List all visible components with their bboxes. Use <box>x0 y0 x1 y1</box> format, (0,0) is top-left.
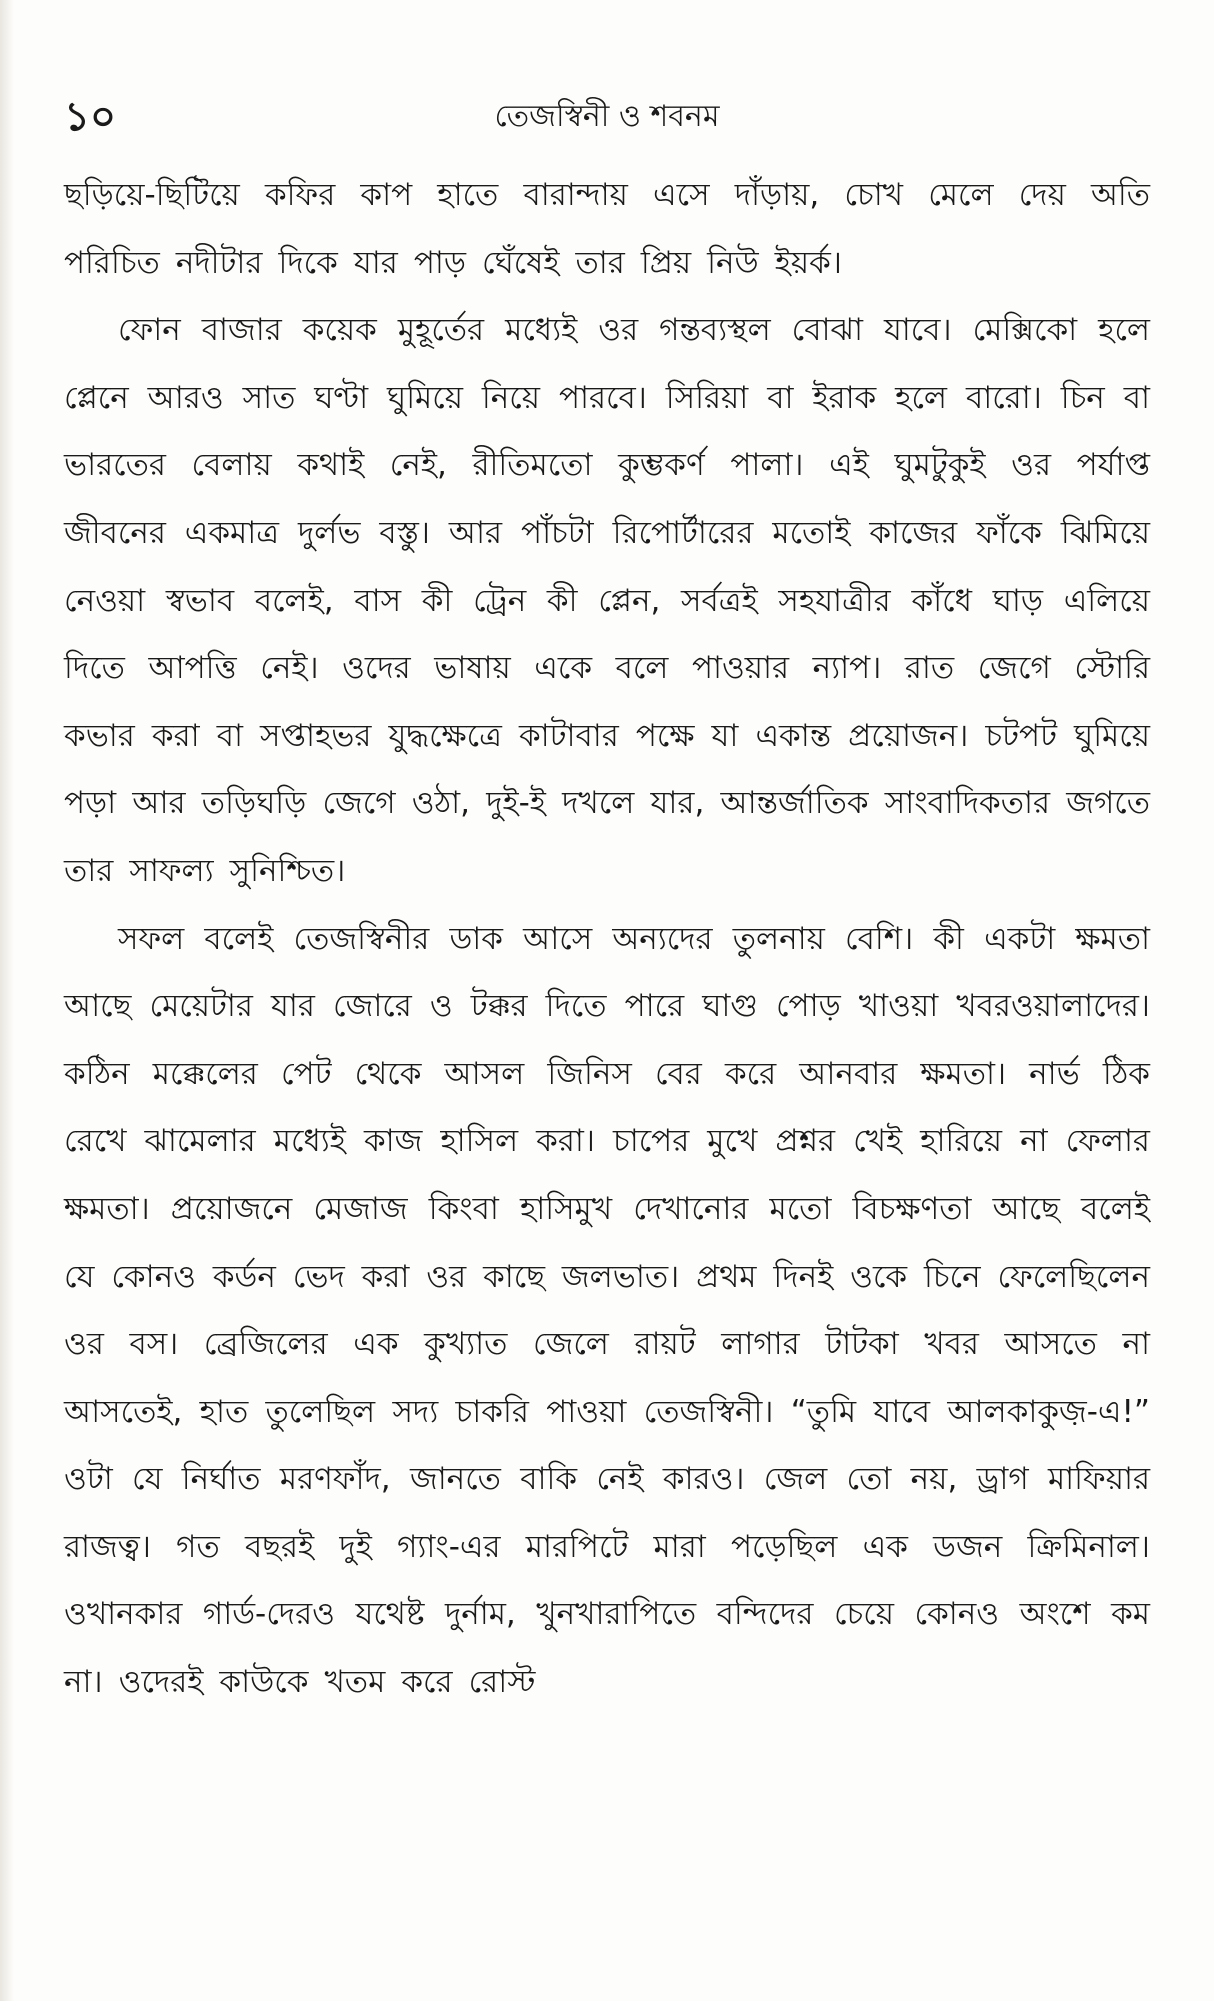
paragraph-1: ছড়িয়ে-ছিটিয়ে কফির কাপ হাতে বারান্দায় এসে দাঁড়ায়, চোখ মেলে দেয় অতি পরিচিত নদীটার দিকে যার পাড় ঘেঁষেই তার প্রিয় নিউ ইয়র্ক। <box>64 177 1150 281</box>
paragraph-2: ফোন বাজার কয়েক মুহূর্তের মধ্যেই ওর গন্তব্যস্থল বোঝা যাবে। মেক্সিকো হলে প্লেনে আরও সাত ঘণ্টা ঘুমিয়ে নিয়ে পারবে। সিরিয়া বা ইরাক হলে বারো। চিন বা ভারতের বেলায় কথাই নেই, রীতিমতো কুম্ভকর্ণ পালা। এই ঘুমটুকুই ওর পর্যাপ্ত জীবনের একমাত্র দুর্লভ বস্তু। আর পাঁচটা রিপোর্টারের মতোই কাজের ফাঁকে ঝিমিয়ে নেওয়া স্বভাব বলেই, বাস কী ট্রেন কী প্লেন, সর্বত্রই সহযাত্রীর কাঁধে ঘাড় এলিয়ে দিতে আপত্তি নেই। ওদের ভাষায় একে বলে পাওয়ার ন্যাপ। রাত জেগে স্টোরি কভার করা বা সপ্তাহভর যুদ্ধক্ষেত্রে কাটাবার পক্ষে যা একান্ত প্রয়োজন। চটপট ঘুমিয়ে পড়া আর তড়িঘড়ি জেগে ওঠা, দুই-ই দখলে যার, আন্তর্জাতিক সাংবাদিকতার জগতে তার সাফল্য সুনিশ্চিত। <box>64 312 1150 889</box>
body-text <box>64 162 1150 1717</box>
page-number: ১০ <box>64 94 116 140</box>
page-gutter-shadow <box>0 0 14 2001</box>
paragraph-3: সফল বলেই তেজস্বিনীর ডাক আসে অন্যদের তুলনায় বেশি। কী একটা ক্ষমতা আছে মেয়েটার যার জোরে ও টক্কর দিতে পারে ঘাগু পোড় খাওয়া খবরওয়ালাদের। কঠিন মক্কেলের পেট থেকে আসল জিনিস বের করে আনবার ক্ষমতা। নার্ভ ঠিক রেখে ঝামেলার মধ্যেই কাজ হাসিল করা। চাপের মুখে প্রশ্নর খেই হারিয়ে না ফেলার ক্ষমতা। প্রয়োজনে মেজাজ কিংবা হাসিমুখ দেখানোর মতো বিচক্ষণতা আছে বলেই যে কোনও কর্ডন ভেদ করা ওর কাছে জলভাত। প্রথম দিনই ওকে চিনে ফেলেছিলেন ওর বস। ব্রেজিলের এক কুখ্যাত জেলে রায়ট লাগার টাটকা খবর আসতে না আসতেই, হাত তুলেছিল সদ্য চাকরি পাওয়া তেজস্বিনী। “তুমি যাবে আলকাকুজ়-এ!” ওটা যে নির্ঘাত মরণফাঁদ, জানতে বাকি নেই কারও। জেল তো নয়, ড্রাগ মাফিয়ার রাজত্ব। গত বছরই দুই গ্যাং-এর মারপিটে মারা পড়েছিল এক ডজন ক্রিমিনাল। ওখানকার গার্ড-দেরও যথেষ্ট দুর্নাম, খুনখারাপিতে বন্দিদের চেয়ে কোনও অংশে কম না। ওদেরই কাউকে খতম করে রোস্ট <box>64 920 1150 1701</box>
page-header <box>0 92 1214 142</box>
running-title: তেজস্বিনী ও শবনম <box>494 99 720 134</box>
